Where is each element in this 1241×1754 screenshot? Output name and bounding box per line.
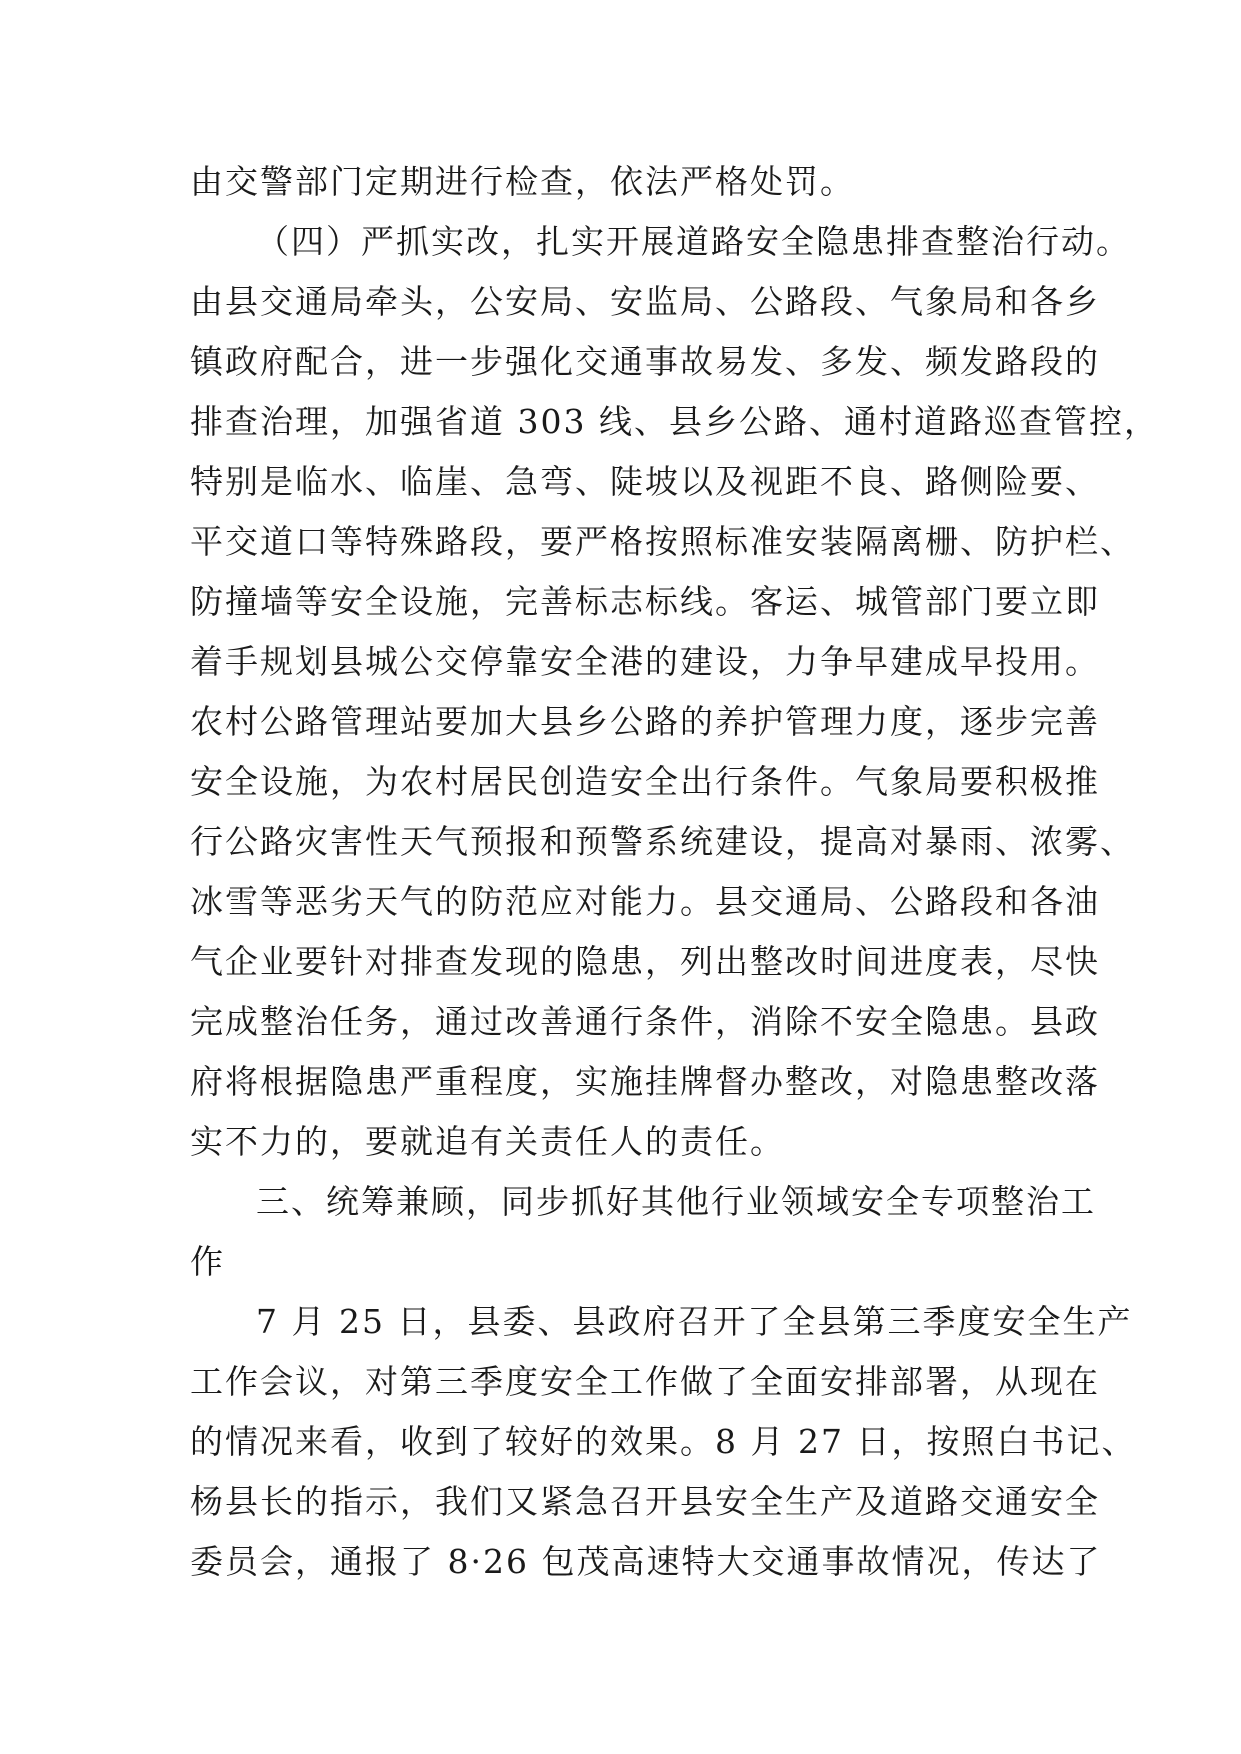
text-line: 安全设施，为农村居民创造安全出行条件。气象局要积极推 — [190, 762, 1100, 801]
text-line: 实不力的，要就追有关责任人的责任。 — [190, 1122, 785, 1161]
text-line: 杨县长的指示，我们又紧急召开县安全生产及道路交通安全 — [190, 1482, 1100, 1521]
text-line: 完成整治任务，通过改善通行条件，消除不安全隐患。县政 — [190, 1002, 1100, 1041]
text-line: 冰雪等恶劣天气的防范应对能力。县交通局、公路段和各油 — [190, 882, 1100, 921]
text-line: 的情况来看，收到了较好的效果。8 月 27 日，按照白书记、 — [190, 1422, 1137, 1461]
text-line: 委员会，通报了 8·26 包茂高速特大交通事故情况，传达了 — [190, 1542, 1102, 1581]
text-line: 由县交通局牵头，公安局、安监局、公路段、气象局和各乡 — [190, 282, 1100, 321]
text-line: 着手规划县城公交停靠安全港的建设，力争早建成早投用。 — [190, 642, 1100, 681]
document-body — [190, 152, 1159, 1592]
text-line: 农村公路管理站要加大县乡公路的养护管理力度，逐步完善 — [190, 702, 1100, 741]
text-line: 工作会议，对第三季度安全工作做了全面安排部署，从现在 — [190, 1362, 1100, 1401]
section-heading-3-continued: 作 — [190, 1242, 225, 1281]
paragraph-start: 7 月 25 日，县委、县政府召开了全县第三季度安全生产 — [256, 1302, 1133, 1341]
text-line: 防撞墙等安全设施，完善标志标线。客运、城管部门要立即 — [190, 582, 1100, 621]
text-line: 气企业要针对排查发现的隐患，列出整改时间进度表，尽快 — [190, 942, 1100, 981]
text-line: 特别是临水、临崖、急弯、陡坡以及视距不良、路侧险要、 — [190, 462, 1100, 501]
text-line: 府将根据隐患严重程度，实施挂牌督办整改，对隐患整改落 — [190, 1062, 1100, 1101]
section-heading-3: 三、统筹兼顾，同步抓好其他行业领域安全专项整治工 — [256, 1182, 1096, 1221]
text-line: 行公路灾害性天气预报和预警系统建设，提高对暴雨、浓雾、 — [190, 822, 1135, 861]
text-line: 镇政府配合，进一步强化交通事故易发、多发、频发路段的 — [190, 342, 1100, 381]
section-heading-4: （四）严抓实改，扎实开展道路安全隐患排查整治行动。 — [256, 222, 1131, 261]
text-line: 由交警部门定期进行检查，依法严格处罚。 — [190, 162, 855, 201]
text-line: 平交道口等特殊路段，要严格按照标准安装隔离栅、防护栏、 — [190, 522, 1135, 561]
text-line: 排查治理，加强省道 303 线、县乡公路、通村道路巡查管控， — [190, 402, 1159, 441]
